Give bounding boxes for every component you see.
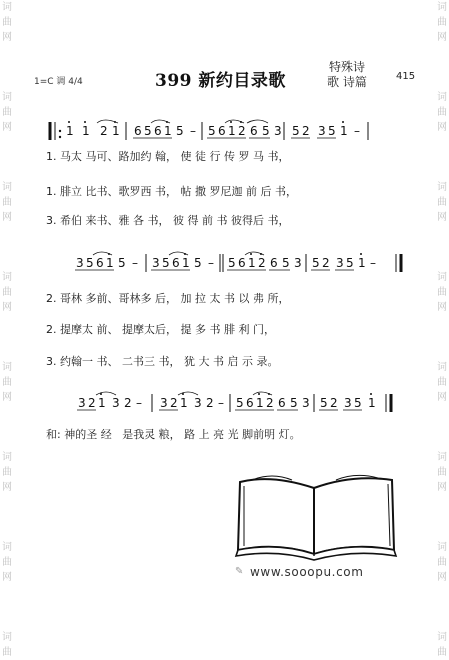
song-title: 399 新约目录歌 bbox=[155, 71, 286, 91]
watermark-char bbox=[435, 495, 449, 510]
watermark-char: 曲 bbox=[437, 647, 447, 658]
watermark-char bbox=[435, 345, 449, 360]
svg-text:5: 5 bbox=[86, 256, 94, 270]
watermark-char bbox=[0, 600, 14, 615]
watermark-char bbox=[0, 165, 14, 180]
watermark-char: 曲 bbox=[437, 107, 447, 118]
watermark-char bbox=[0, 135, 14, 150]
watermark-char bbox=[0, 150, 14, 165]
watermark-char: 词 bbox=[437, 542, 447, 553]
watermark-char bbox=[435, 585, 449, 600]
svg-text:5: 5 bbox=[194, 256, 202, 270]
watermark-char: 网 bbox=[437, 572, 447, 583]
svg-text:2: 2 bbox=[322, 256, 330, 270]
watermark-char bbox=[0, 330, 14, 345]
svg-text:2: 2 bbox=[88, 396, 96, 410]
svg-text:5: 5 bbox=[176, 124, 184, 138]
svg-text:6: 6 bbox=[238, 256, 246, 270]
refrain-lyric: 和: 神的圣 经 是我灵 粮， 路 上 亮 光 脚前明 灯。 bbox=[46, 428, 301, 441]
sooopu-logo-icon: ✎ bbox=[235, 566, 244, 577]
notation-line-2 bbox=[56, 250, 421, 274]
svg-text:1: 1 bbox=[228, 124, 236, 138]
svg-text:5: 5 bbox=[290, 396, 298, 410]
watermark-char bbox=[435, 135, 449, 150]
svg-text:5: 5 bbox=[282, 256, 290, 270]
watermark-char: 词 bbox=[437, 362, 447, 373]
watermark-char: 词 bbox=[437, 2, 447, 13]
svg-text:3: 3 bbox=[344, 396, 352, 410]
watermark-char: 网 bbox=[437, 212, 447, 223]
svg-text:6: 6 bbox=[218, 124, 226, 138]
svg-text:2: 2 bbox=[100, 124, 108, 138]
notation-line-3 bbox=[56, 390, 421, 414]
watermark-char bbox=[435, 225, 449, 240]
watermark-char bbox=[0, 255, 14, 270]
svg-text:3: 3 bbox=[78, 396, 86, 410]
watermark-char bbox=[435, 255, 449, 270]
svg-text:2: 2 bbox=[302, 124, 310, 138]
svg-text:–: – bbox=[136, 396, 142, 410]
svg-text:–: – bbox=[208, 256, 214, 270]
watermark-char bbox=[435, 525, 449, 540]
watermark-char: 词 bbox=[437, 182, 447, 193]
watermark-char bbox=[435, 435, 449, 450]
svg-text:6: 6 bbox=[250, 124, 258, 138]
watermark-char: 曲 bbox=[2, 557, 12, 568]
watermark-char: 词 bbox=[437, 92, 447, 103]
svg-text:–: – bbox=[354, 124, 360, 138]
svg-text:–: – bbox=[370, 256, 376, 270]
svg-text:2: 2 bbox=[266, 396, 274, 410]
svg-text:6: 6 bbox=[270, 256, 278, 270]
svg-text:1: 1 bbox=[248, 256, 256, 270]
svg-text:6: 6 bbox=[172, 256, 180, 270]
watermark-char bbox=[435, 165, 449, 180]
watermark-char: 词 bbox=[2, 182, 12, 193]
watermark-char: 词 bbox=[437, 452, 447, 463]
watermark-char: 曲 bbox=[437, 557, 447, 568]
svg-text:2: 2 bbox=[258, 256, 266, 270]
watermark-char: 网 bbox=[437, 392, 447, 403]
svg-text:1: 1 bbox=[182, 256, 190, 270]
watermark-char: 曲 bbox=[2, 467, 12, 478]
svg-text:3: 3 bbox=[318, 124, 326, 138]
svg-text:1: 1 bbox=[164, 124, 172, 138]
svg-text:5: 5 bbox=[208, 124, 216, 138]
svg-text:3: 3 bbox=[294, 256, 302, 270]
svg-text:1: 1 bbox=[256, 396, 264, 410]
svg-text:5: 5 bbox=[354, 396, 362, 410]
notation-line-2-graphic bbox=[56, 250, 421, 276]
svg-text:5: 5 bbox=[144, 124, 152, 138]
svg-text:1: 1 bbox=[358, 256, 366, 270]
svg-text:2: 2 bbox=[124, 396, 132, 410]
watermark-char: 曲 bbox=[437, 197, 447, 208]
svg-text:1: 1 bbox=[82, 124, 90, 138]
watermark-char bbox=[435, 315, 449, 330]
watermark-char: 网 bbox=[437, 482, 447, 493]
svg-text:2: 2 bbox=[170, 396, 178, 410]
verse-2-line-1: 1. 腓立 比书、歌罗西 书， 帖 撒 罗尼迦 前 后 书， bbox=[46, 185, 297, 198]
watermark-char: 曲 bbox=[2, 17, 12, 28]
svg-text:6: 6 bbox=[96, 256, 104, 270]
watermark-char: 曲 bbox=[2, 107, 12, 118]
open-bible-icon bbox=[232, 472, 402, 566]
watermark-right bbox=[435, 0, 449, 660]
svg-text:5: 5 bbox=[262, 124, 270, 138]
watermark-char: 网 bbox=[2, 392, 12, 403]
svg-text:1: 1 bbox=[180, 396, 188, 410]
notation-line-1 bbox=[56, 118, 421, 142]
watermark-char bbox=[435, 150, 449, 165]
watermark-char bbox=[435, 75, 449, 90]
watermark-char bbox=[435, 615, 449, 630]
watermark-char bbox=[0, 510, 14, 525]
key-signature: 1=C 调 4/4 bbox=[34, 77, 83, 87]
watermark-char bbox=[0, 240, 14, 255]
svg-text:–: – bbox=[218, 396, 224, 410]
watermark-char: 词 bbox=[437, 272, 447, 283]
watermark-char bbox=[435, 405, 449, 420]
svg-text:3: 3 bbox=[76, 256, 84, 270]
svg-text:3: 3 bbox=[152, 256, 160, 270]
svg-text:3: 3 bbox=[274, 124, 282, 138]
watermark-char: 曲 bbox=[437, 467, 447, 478]
svg-text:1: 1 bbox=[106, 256, 114, 270]
svg-text:5: 5 bbox=[162, 256, 170, 270]
svg-text:3: 3 bbox=[194, 396, 202, 410]
verse-2-line-2: 2. 提摩太 前、 提摩太后， 提 多 书 腓 利 门， bbox=[46, 323, 275, 336]
watermark-char: 词 bbox=[2, 92, 12, 103]
watermark-char bbox=[0, 585, 14, 600]
watermark-char bbox=[0, 225, 14, 240]
watermark-char bbox=[435, 240, 449, 255]
watermark-char: 词 bbox=[437, 632, 447, 643]
svg-text:6: 6 bbox=[278, 396, 286, 410]
svg-text:–: – bbox=[132, 256, 138, 270]
svg-text:5: 5 bbox=[292, 124, 300, 138]
verse-1-line-1: 1. 马太 马可、路加约 翰， 使 徒 行 传 罗 马 书， bbox=[46, 150, 290, 163]
watermark-char: 网 bbox=[2, 32, 12, 43]
watermark-char: 曲 bbox=[2, 197, 12, 208]
svg-text:2: 2 bbox=[206, 396, 214, 410]
watermark-char bbox=[0, 435, 14, 450]
verse-3-line-2: 3. 约翰一 书、 二书三 书， 犹 大 书 启 示 录。 bbox=[46, 355, 279, 368]
watermark-char bbox=[435, 330, 449, 345]
svg-text:5: 5 bbox=[328, 124, 336, 138]
watermark-char: 曲 bbox=[2, 287, 12, 298]
watermark-char: 曲 bbox=[437, 17, 447, 28]
watermark-char: 网 bbox=[2, 302, 12, 313]
watermark-char bbox=[435, 60, 449, 75]
watermark-char: 词 bbox=[2, 2, 12, 13]
watermark-char bbox=[0, 495, 14, 510]
watermark-char bbox=[435, 600, 449, 615]
watermark-char bbox=[435, 510, 449, 525]
watermark-char bbox=[0, 45, 14, 60]
watermark-char bbox=[0, 525, 14, 540]
verse-3-line-1: 3. 希伯 来书、雅 各 书， 彼 得 前 书 彼得后 书， bbox=[46, 214, 290, 227]
watermark-char: 词 bbox=[2, 362, 12, 373]
svg-text:2: 2 bbox=[330, 396, 338, 410]
watermark-char: 词 bbox=[2, 542, 12, 553]
notation-line-1-graphic bbox=[56, 118, 421, 144]
svg-text:6: 6 bbox=[154, 124, 162, 138]
svg-text:3: 3 bbox=[160, 396, 168, 410]
svg-text:6: 6 bbox=[246, 396, 254, 410]
watermark-char: 词 bbox=[2, 272, 12, 283]
svg-text:5: 5 bbox=[346, 256, 354, 270]
watermark-char bbox=[0, 405, 14, 420]
svg-text:5: 5 bbox=[118, 256, 126, 270]
svg-text:6: 6 bbox=[134, 124, 142, 138]
watermark-char bbox=[0, 75, 14, 90]
watermark-char bbox=[0, 60, 14, 75]
watermark-char: 词 bbox=[2, 452, 12, 463]
svg-text:–: – bbox=[190, 124, 196, 138]
watermark-char: 词 bbox=[2, 632, 12, 643]
svg-text:3: 3 bbox=[302, 396, 310, 410]
svg-text:3: 3 bbox=[336, 256, 344, 270]
svg-text:1: 1 bbox=[98, 396, 106, 410]
svg-text:1: 1 bbox=[368, 396, 376, 410]
verse-1-line-2: 2. 哥林 多前、哥林多 后， 加 拉 太 书 以 弗 所， bbox=[46, 292, 290, 305]
notation-line-3-graphic bbox=[56, 390, 421, 416]
watermark-char: 网 bbox=[2, 122, 12, 133]
watermark-char: 网 bbox=[437, 122, 447, 133]
svg-text:1: 1 bbox=[112, 124, 120, 138]
watermark-char bbox=[435, 420, 449, 435]
svg-text:3: 3 bbox=[112, 396, 120, 410]
watermark-char bbox=[0, 615, 14, 630]
svg-text:1: 1 bbox=[66, 124, 74, 138]
watermark-char: 网 bbox=[2, 482, 12, 493]
watermark-char bbox=[0, 315, 14, 330]
watermark-char: 网 bbox=[2, 212, 12, 223]
watermark-char: 曲 bbox=[2, 377, 12, 388]
svg-text:5: 5 bbox=[312, 256, 320, 270]
watermark-char: 网 bbox=[437, 32, 447, 43]
svg-text:5: 5 bbox=[236, 396, 244, 410]
svg-text:1: 1 bbox=[340, 124, 348, 138]
watermark-char: 曲 bbox=[437, 287, 447, 298]
watermark-char: 曲 bbox=[437, 377, 447, 388]
watermark-char: 网 bbox=[437, 302, 447, 313]
watermark-char bbox=[435, 45, 449, 60]
watermark-char: 曲 bbox=[2, 647, 12, 658]
watermark-char: 网 bbox=[2, 572, 12, 583]
watermark-char bbox=[0, 420, 14, 435]
hymnbook-name: 特殊诗歌 诗篇 bbox=[327, 60, 367, 89]
svg-text:5: 5 bbox=[320, 396, 328, 410]
hymn-number: 415 bbox=[396, 71, 416, 82]
watermark-char bbox=[0, 345, 14, 360]
watermark-left bbox=[0, 0, 14, 660]
svg-text:2: 2 bbox=[238, 124, 246, 138]
svg-text:5: 5 bbox=[228, 256, 236, 270]
website-url: www.sooopu.com bbox=[250, 565, 364, 579]
